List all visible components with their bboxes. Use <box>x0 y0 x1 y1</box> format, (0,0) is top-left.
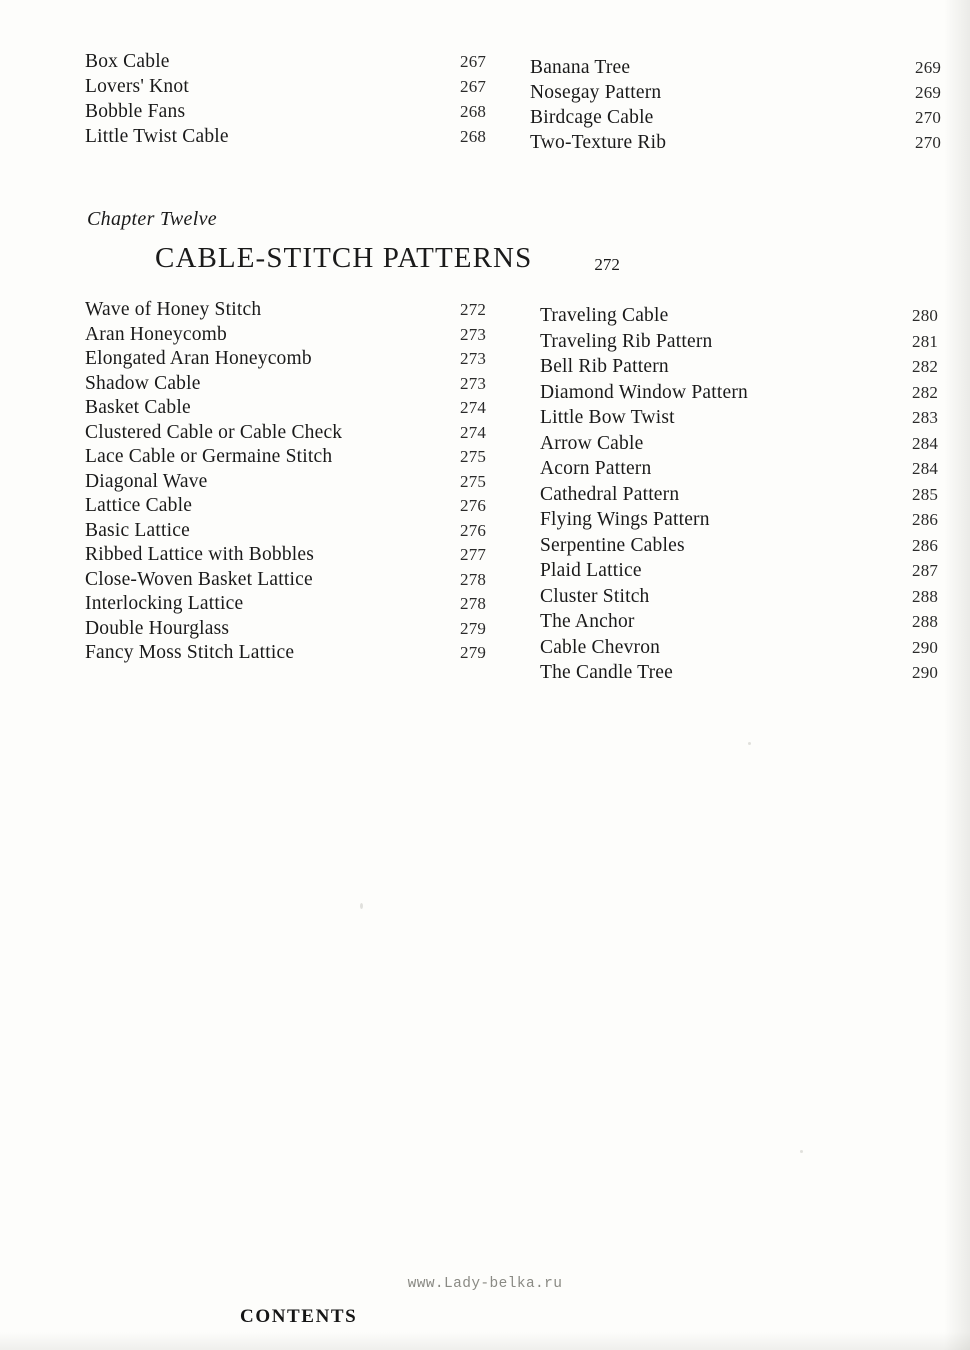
toc-entry-title: Lovers' Knot <box>85 76 189 97</box>
toc-entry[interactable] <box>540 587 960 613</box>
toc-entry-page-number: 270 <box>915 133 942 152</box>
toc-entry-title: Acorn Pattern <box>540 458 652 479</box>
toc-entry-page-number: 287 <box>912 561 939 580</box>
toc-entry[interactable] <box>540 485 960 511</box>
toc-entry[interactable] <box>540 536 960 562</box>
toc-entry-page-number: 290 <box>912 637 939 657</box>
toc-entry[interactable] <box>540 663 960 689</box>
toc-entry-title: Diagonal Wave <box>85 470 208 492</box>
toc-entry-page-number: 280 <box>912 306 939 325</box>
toc-entry-title: Ribbed Lattice with Bobbles <box>85 544 315 565</box>
toc-entry-title: Serpentine Cables <box>540 534 685 556</box>
toc-entry-title: Interlocking Lattice <box>85 593 244 614</box>
toc-entry-page-number: 273 <box>460 373 487 393</box>
toc-entry-page-number: 276 <box>460 496 487 515</box>
toc-entry[interactable] <box>85 521 530 546</box>
toc-entry-title: Cluster Stitch <box>540 585 650 607</box>
toc-entry-title: Nosegay Pattern <box>530 82 662 103</box>
scan-speck <box>800 1150 803 1153</box>
toc-column-right <box>530 58 950 158</box>
toc-entry[interactable] <box>540 357 960 383</box>
toc-entry-title: Cathedral Pattern <box>540 483 680 505</box>
toc-entry-page-number: 272 <box>460 300 487 319</box>
toc-entry[interactable] <box>85 374 530 399</box>
toc-entry-page-number: 268 <box>460 102 487 121</box>
toc-entry[interactable] <box>85 570 530 595</box>
toc-entry[interactable] <box>85 594 530 619</box>
toc-entry-title: Wave of Honey Stitch <box>85 299 262 320</box>
toc-entry-title: Two-Texture Rib <box>530 132 667 153</box>
toc-entry-page-number: 273 <box>460 349 487 368</box>
chapter-heading <box>85 208 885 275</box>
toc-entry[interactable] <box>85 496 530 521</box>
toc-entry-title: Little Bow Twist <box>540 407 675 428</box>
toc-entry-page-number: 275 <box>460 447 487 466</box>
toc-entry-page-number: 283 <box>912 408 939 427</box>
toc-entry[interactable] <box>540 638 960 664</box>
toc-entry[interactable] <box>85 127 530 152</box>
toc-entry-page-number: 288 <box>912 612 939 631</box>
toc-entry-title: Shadow Cable <box>85 372 201 394</box>
toc-entry-page-number: 282 <box>912 382 939 402</box>
toc-entry[interactable] <box>85 643 530 668</box>
page-footer-label: CONTENTS <box>240 1306 358 1327</box>
toc-entry-page-number: 281 <box>912 331 939 351</box>
toc-column-left <box>85 300 530 689</box>
toc-entry-page-number: 286 <box>912 510 939 529</box>
toc-entry[interactable] <box>85 102 530 127</box>
toc-entry-page-number: 282 <box>912 357 939 376</box>
toc-entry-title: Plaid Lattice <box>540 560 642 581</box>
toc-entry-page-number: 277 <box>460 545 487 564</box>
toc-entry-page-number: 288 <box>912 586 939 606</box>
toc-entry-title: Close-Woven Basket Lattice <box>85 568 313 590</box>
toc-entry[interactable] <box>85 545 530 570</box>
chapter-title: CABLE-STITCH PATTERNS <box>155 242 533 274</box>
toc-entry-page-number: 284 <box>912 433 939 453</box>
toc-entry-title: Little Twist Cable <box>85 126 229 147</box>
toc-entry[interactable] <box>85 325 530 350</box>
toc-entry[interactable] <box>530 133 950 158</box>
toc-entry-page-number: 268 <box>460 127 487 146</box>
toc-entry[interactable] <box>530 83 950 108</box>
toc-entry-title: Basic Lattice <box>85 519 190 541</box>
toc-entry-page-number: 285 <box>912 484 939 504</box>
toc-entry-title: Bell Rib Pattern <box>540 356 669 377</box>
toc-entry-page-number: 270 <box>915 108 942 127</box>
toc-entry-title: Bobble Fans <box>85 101 186 122</box>
toc-entry-page-number: 286 <box>912 535 939 555</box>
toc-group-previous-chapter <box>0 52 970 158</box>
toc-entry[interactable] <box>540 459 960 485</box>
toc-entry-page-number: 275 <box>460 471 487 491</box>
toc-entry-page-number: 274 <box>460 398 487 417</box>
toc-entry-title: Birdcage Cable <box>530 107 654 128</box>
toc-entry-page-number: 274 <box>460 422 487 442</box>
toc-entry[interactable] <box>85 77 530 102</box>
toc-entry[interactable] <box>540 510 960 536</box>
toc-entry-title: Cable Chevron <box>540 636 661 658</box>
toc-entry[interactable] <box>540 612 960 638</box>
toc-entry[interactable] <box>85 52 530 77</box>
toc-entry[interactable] <box>540 383 960 409</box>
toc-entry[interactable] <box>85 398 530 423</box>
toc-entry-page-number: 276 <box>460 520 487 540</box>
scan-speck <box>360 903 363 909</box>
toc-entry-title: Elongated Aran Honeycomb <box>85 348 312 369</box>
toc-entry[interactable] <box>530 108 950 133</box>
toc-column-right <box>540 306 960 689</box>
toc-entry-page-number: 267 <box>460 77 487 96</box>
toc-entry[interactable] <box>85 423 530 448</box>
toc-entry[interactable] <box>540 408 960 434</box>
chapter-label: Chapter Twelve <box>87 208 217 230</box>
toc-entry-page-number: 269 <box>915 58 942 77</box>
toc-entry-title: Lattice Cable <box>85 495 193 516</box>
toc-entry-title: Lace Cable or Germaine Stitch <box>85 446 333 467</box>
toc-entry-title: Diamond Window Pattern <box>540 381 748 403</box>
toc-entry-title: Traveling Cable <box>540 305 669 326</box>
toc-entry-title: Fancy Moss Stitch Lattice <box>85 642 295 663</box>
toc-entry-title: Flying Wings Pattern <box>540 509 710 530</box>
toc-entry-title: Banana Tree <box>530 57 631 78</box>
chapter-page-number: 272 <box>594 255 620 274</box>
toc-entry[interactable] <box>540 561 960 587</box>
toc-entry-page-number: 279 <box>460 643 487 662</box>
toc-entry-page-number: 273 <box>460 324 487 344</box>
toc-entry-title: Traveling Rib Pattern <box>540 330 713 352</box>
toc-entry[interactable] <box>85 300 530 325</box>
toc-entry[interactable] <box>540 434 960 460</box>
toc-entry-page-number: 267 <box>460 52 487 71</box>
toc-entry-title: Aran Honeycomb <box>85 323 227 345</box>
site-watermark: www.Lady-belka.ru <box>407 1276 563 1292</box>
toc-entry[interactable] <box>530 58 950 83</box>
toc-entry[interactable] <box>85 447 530 472</box>
toc-entry-title: The Anchor <box>540 611 635 632</box>
toc-column-left <box>85 52 530 158</box>
toc-entry[interactable] <box>540 332 960 358</box>
toc-entry-title: The Candle Tree <box>540 662 673 683</box>
toc-entry[interactable] <box>85 349 530 374</box>
toc-entry-title: Box Cable <box>85 51 170 72</box>
toc-entry-title: Basket Cable <box>85 397 191 418</box>
toc-entry[interactable] <box>85 472 530 497</box>
toc-entry[interactable] <box>85 619 530 644</box>
toc-group-chapter-twelve <box>0 300 970 689</box>
toc-entry-page-number: 279 <box>460 618 487 638</box>
toc-entry-title: Clustered Cable or Cable Check <box>85 421 343 443</box>
toc-entry-page-number: 269 <box>915 83 942 102</box>
toc-entry-title: Double Hourglass <box>85 617 230 639</box>
toc-entry-title: Arrow Cable <box>540 432 644 454</box>
toc-entry-page-number: 290 <box>912 663 939 682</box>
toc-entry[interactable] <box>540 306 960 332</box>
toc-entry-page-number: 278 <box>460 594 487 613</box>
toc-entry-page-number: 284 <box>912 459 939 478</box>
toc-entry-page-number: 278 <box>460 569 487 589</box>
scan-speck <box>748 742 751 745</box>
